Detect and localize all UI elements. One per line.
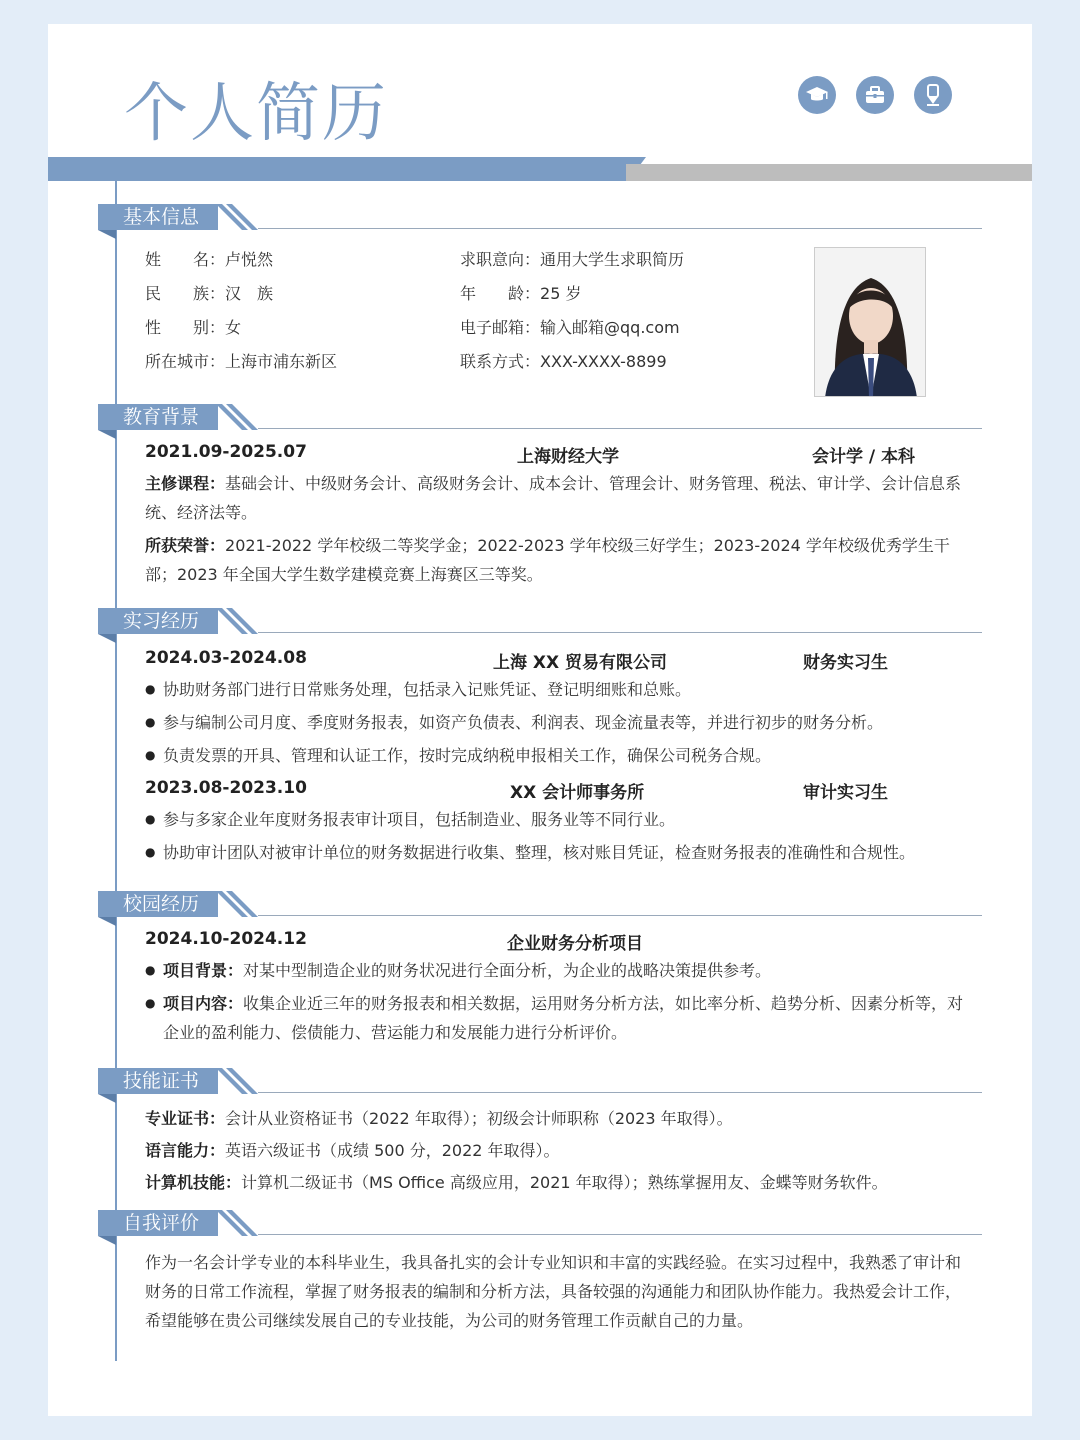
section-rule — [258, 428, 982, 429]
stripe-decoration — [216, 404, 260, 430]
section-title: 基本信息 — [98, 204, 218, 230]
basic-info-left — [145, 243, 337, 379]
stripe-decoration — [216, 891, 260, 917]
section-rule — [258, 632, 982, 633]
internship-period: 2024.03-2024.08 — [145, 648, 307, 668]
section-rule — [258, 1092, 982, 1093]
section-header-education — [98, 404, 982, 444]
section-header-basic — [98, 204, 982, 244]
timeline-line — [115, 181, 117, 1361]
info-row-phone: 联系方式：XXX-XXXX-8899 — [460, 352, 667, 371]
list-item: ● 项目内容：收集企业近三年的财务报表和相关数据，运用财务分析方法，如比率分析、趋势分析、因素分析等，对企业的盈利能力、偿债能力、营运能力和发展能力进行分析评价。 — [145, 989, 965, 1047]
info-row-age: 年 龄：25 岁 — [460, 284, 582, 303]
section-title: 校园经历 — [98, 891, 218, 917]
education-school: 上海财经大学 — [517, 447, 619, 467]
stripe-decoration — [216, 1068, 260, 1094]
tag-fold — [98, 634, 116, 643]
education-courses: 主修课程：基础会计、中级财务会计、高级财务会计、成本会计、管理会计、财务管理、税法、审计学、会计信息系统、经济法等。 — [145, 474, 962, 522]
info-row-objective: 求职意向：通用大学生求职简历 — [460, 250, 685, 269]
campus-header-row — [145, 929, 945, 957]
stripe-decoration — [216, 204, 260, 230]
section-title: 实习经历 — [98, 608, 218, 634]
section-rule — [258, 915, 982, 916]
info-row-name: 姓 名：卢悦然 — [145, 250, 274, 269]
education-header-row — [145, 442, 945, 470]
pen-icon — [914, 76, 952, 114]
info-row-gender: 性 别：女 — [145, 318, 242, 337]
info-row-city: 所在城市：上海市浦东新区 — [145, 352, 338, 371]
internship-role: 审计实习生 — [803, 783, 888, 803]
section-rule — [258, 228, 982, 229]
internship-company: XX 会计师事务所 — [510, 783, 645, 803]
stripe-decoration — [216, 608, 260, 634]
header-bar-accent — [48, 157, 628, 181]
section-header-campus — [98, 891, 982, 931]
header-icons — [798, 76, 952, 114]
education-period: 2021.09-2025.07 — [145, 442, 307, 462]
campus-period: 2024.10-2024.12 — [145, 929, 307, 949]
internship-period: 2023.08-2023.10 — [145, 778, 307, 798]
briefcase-icon — [856, 76, 894, 114]
section-header-self — [98, 1210, 982, 1250]
education-honors: 所获荣誉：2021-2022 学年校级二等奖学金；2022-2023 学年校级三好学生；2023-2024 学年校级优秀学生干部；2023 年全国大学生数学建模竞赛上海赛区三等奖。 — [145, 536, 950, 584]
self-evaluation: 作为一名会计学专业的本科毕业生，我具备扎实的会计专业知识和丰富的实践经验。在实习过程中，我熟悉了审计和财务的日常工作流程，掌握了财务报表的编制和分析方法，具备较强的沟通能力和团队协作能力。我热爱会计工作，希望能够在贵公司继续发展自己的专业技能，为公司的财务管理工作贡献自己的力量。 — [145, 1253, 962, 1330]
section-title: 教育背景 — [98, 404, 218, 430]
section-rule — [258, 1234, 982, 1235]
skill-row: 计算机技能：计算机二级证书（MS Office 高级应用，2021 年取得）；熟练掌握用友、金蝶等财务软件。 — [145, 1173, 888, 1192]
list-item: ● 参与多家企业年度财务报表审计项目，包括制造业、服务业等不同行业。 — [145, 805, 965, 834]
internship-header-row — [145, 648, 945, 676]
tag-fold — [98, 917, 116, 926]
tag-fold — [98, 430, 116, 439]
list-item: ● 负责发票的开具、管理和认证工作，按时完成纳税申报相关工作，确保公司税务合规。 — [145, 741, 965, 770]
tag-fold — [98, 1094, 116, 1103]
section-title: 技能证书 — [98, 1068, 218, 1094]
header-bar-gray — [626, 164, 1032, 181]
stripe-decoration — [216, 1210, 260, 1236]
section-header-skills — [98, 1068, 982, 1108]
education-major: 会计学 / 本科 — [812, 447, 916, 467]
tag-fold — [98, 230, 116, 239]
info-row-email: 电子邮箱：输入邮箱@qq.com — [460, 318, 680, 337]
section-title: 自我评价 — [98, 1210, 218, 1236]
basic-info-right — [460, 243, 684, 379]
internship-role: 财务实习生 — [803, 653, 888, 673]
section-header-internship — [98, 608, 982, 648]
skill-row: 专业证书：会计从业资格证书（2022 年取得）；初级会计师职称（2023 年取得）。 — [145, 1109, 733, 1128]
list-item: ● 参与编制公司月度、季度财务报表，如资产负债表、利润表、现金流量表等，并进行初步的财务分析。 — [145, 708, 965, 737]
info-row-ethnicity: 民 族：汉 族 — [145, 284, 274, 303]
profile-photo — [814, 247, 926, 397]
graduation-cap-icon — [798, 76, 836, 114]
campus-project: 企业财务分析项目 — [507, 934, 643, 954]
skill-row: 语言能力：英语六级证书（成绩 500 分，2022 年取得）。 — [145, 1141, 560, 1160]
list-item: ● 协助财务部门进行日常账务处理，包括录入记账凭证、登记明细账和总账。 — [145, 675, 965, 704]
list-item: ● 协助审计团队对被审计单位的财务数据进行收集、整理，核对账目凭证，检查财务报表的准确性和合规性。 — [145, 838, 965, 867]
list-item: ● 项目背景：对某中型制造企业的财务状况进行全面分析，为企业的战略决策提供参考。 — [145, 956, 965, 985]
resume-page — [48, 24, 1032, 1416]
internship-header-row — [145, 778, 945, 806]
tag-fold — [98, 1236, 116, 1245]
internship-company: 上海 XX 贸易有限公司 — [493, 653, 668, 673]
page-title: 个人简历 — [124, 77, 388, 151]
